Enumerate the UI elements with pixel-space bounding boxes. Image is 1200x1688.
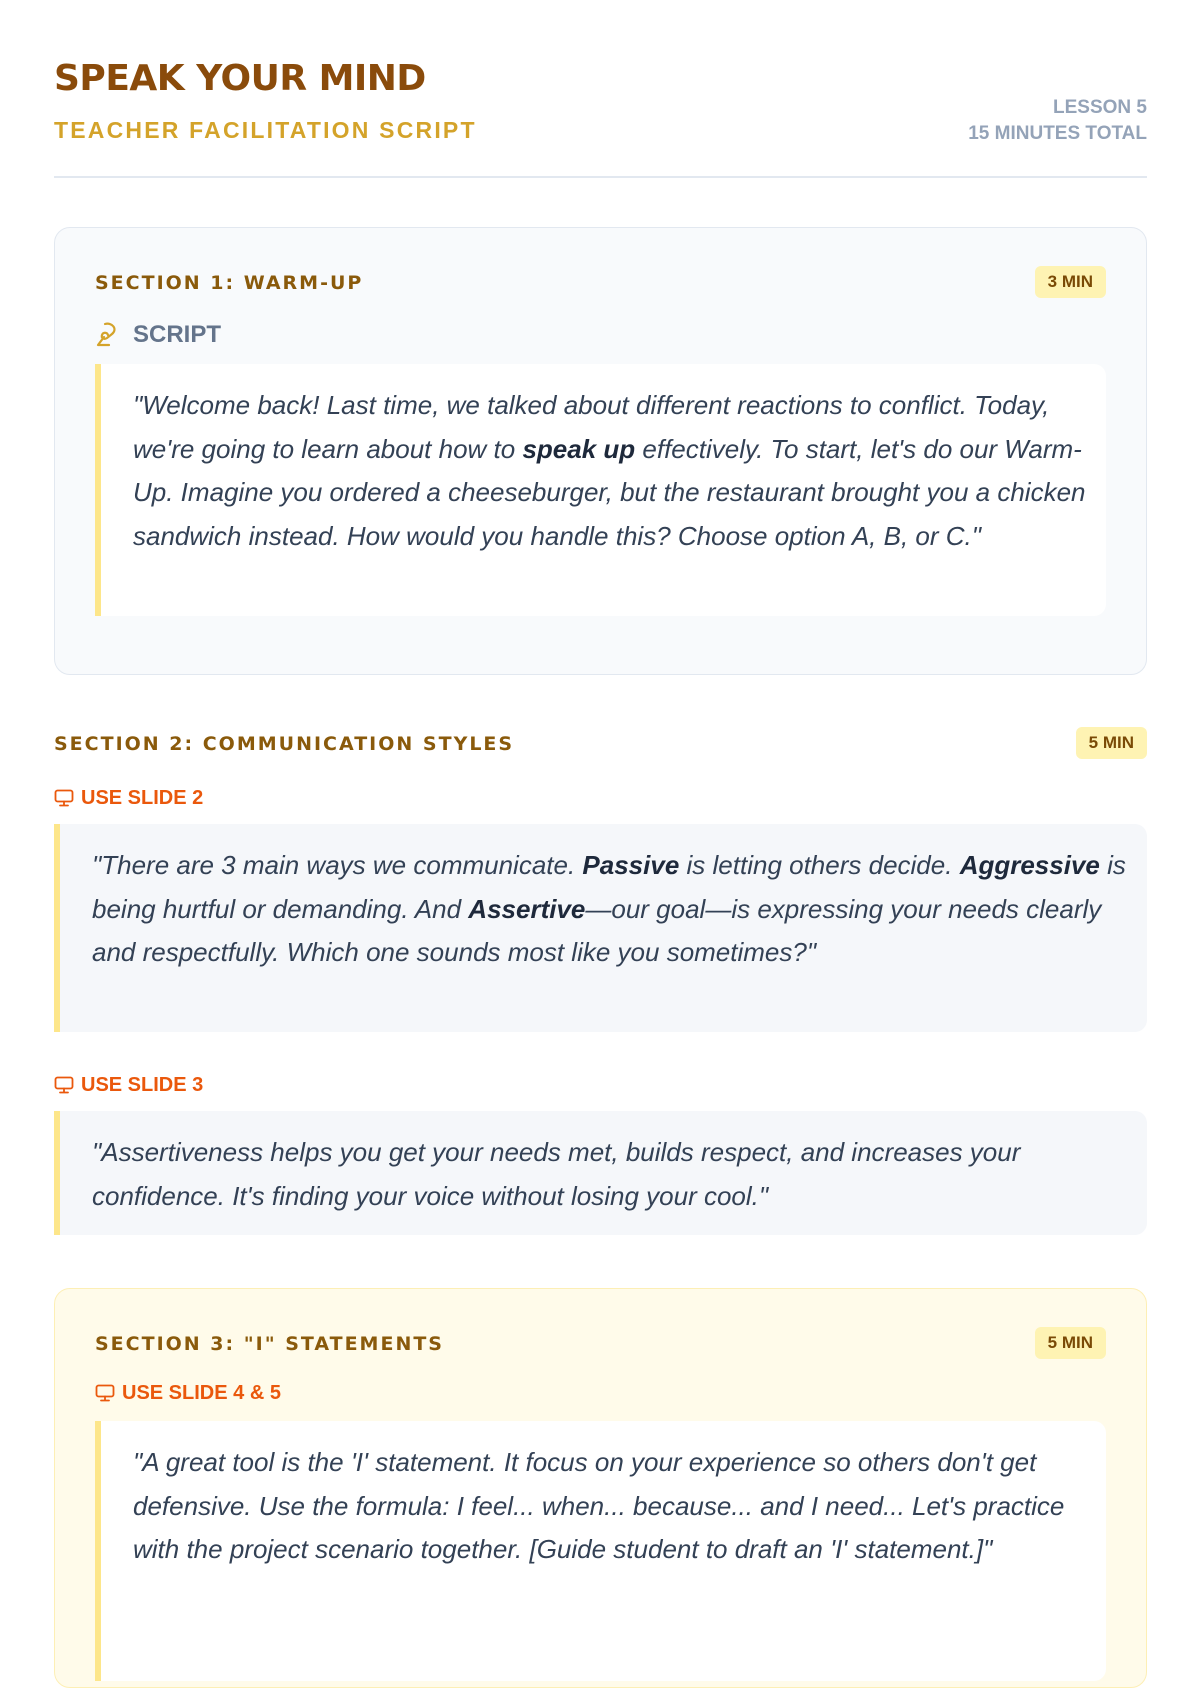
lesson-duration: 15 MINUTES TOTAL xyxy=(968,123,1147,144)
section-3-time-badge: 5 MIN xyxy=(1035,1327,1106,1359)
script-label-text: SCRIPT xyxy=(133,321,222,348)
quote-emphasis: speak up xyxy=(522,433,636,464)
section-1-title: SECTION 1: WARM-UP xyxy=(95,272,364,294)
quote-text: is letting others decide. xyxy=(679,850,960,880)
monitor-icon xyxy=(54,1076,74,1094)
quote-emphasis: Assertive xyxy=(468,893,586,924)
section-3-script-quote: "A great tool is the 'I' statement. It focus on your experience so others don't get defensive. Use the formula: I feel... when... because... and I need... Let's practice with the project scenario together. [Guide student to draft an 'I' statement.]" xyxy=(95,1421,1106,1681)
slide-label-text: USE SLIDE 3 xyxy=(81,1073,204,1096)
section-3-header xyxy=(95,1327,1106,1361)
section-2-quote-b: "Assertiveness helps you get your needs met, builds respect, and increases your confidence. It's finding your voice without losing your cool." xyxy=(54,1111,1147,1235)
page xyxy=(54,0,1147,1564)
microphone-icon xyxy=(95,321,121,349)
slide-label-text: USE SLIDE 2 xyxy=(81,786,204,809)
quote-text: —our goal—is expressing your needs clearly and respectfully. Which one sounds most like you sometimes?" xyxy=(92,893,1102,967)
slide-label xyxy=(54,786,1147,810)
page-title: SPEAK YOUR MIND xyxy=(54,58,426,99)
quote-text: "There are 3 main ways we communicate. xyxy=(92,850,583,880)
section-2-time-badge: 5 MIN xyxy=(1076,727,1147,759)
section-3-card xyxy=(54,1288,1147,1688)
lesson-meta xyxy=(968,95,1147,147)
lesson-number: LESSON 5 xyxy=(1053,97,1147,118)
slide-3-indicator xyxy=(54,1073,1147,1097)
section-1-time-badge: 3 MIN xyxy=(1035,266,1106,298)
quote-emphasis: Passive xyxy=(582,850,680,880)
quote-emphasis: Aggressive xyxy=(959,850,1100,880)
quote-text: effectively. To start, let's do our Warm-Up. Imagine you ordered a cheeseburger, but the restaurant brought you a chicken sandwich instead. How would you handle this? Choose option A, B, or C." xyxy=(133,433,1086,551)
section-2 xyxy=(54,727,1147,761)
section-2-header xyxy=(54,727,1147,761)
slide-label-text: USE SLIDE 4 & 5 xyxy=(122,1381,281,1404)
section-1-script-quote xyxy=(95,364,1106,616)
quote-text: "Welcome back! Last time, we talked about different reactions to conflict. Today, we're going to learn about how to xyxy=(133,390,1050,464)
page-header xyxy=(54,0,1147,178)
section-2-title: SECTION 2: COMMUNICATION STYLES xyxy=(54,733,515,755)
section-1-header xyxy=(95,266,1106,300)
monitor-icon xyxy=(95,1384,115,1402)
script-label xyxy=(95,318,1106,352)
page-subtitle: TEACHER FACILITATION SCRIPT xyxy=(54,117,477,143)
quote-text: is being hurtful or demanding. And xyxy=(92,850,1126,924)
slide-label xyxy=(54,1073,1147,1097)
slide-4-5-indicator xyxy=(95,1381,1106,1405)
slide-2-indicator xyxy=(54,786,1147,810)
section-1-card xyxy=(54,227,1147,675)
section-2-quote-a xyxy=(54,824,1147,1032)
section-3-title: SECTION 3: "I" STATEMENTS xyxy=(95,1333,444,1355)
monitor-icon xyxy=(54,789,74,807)
